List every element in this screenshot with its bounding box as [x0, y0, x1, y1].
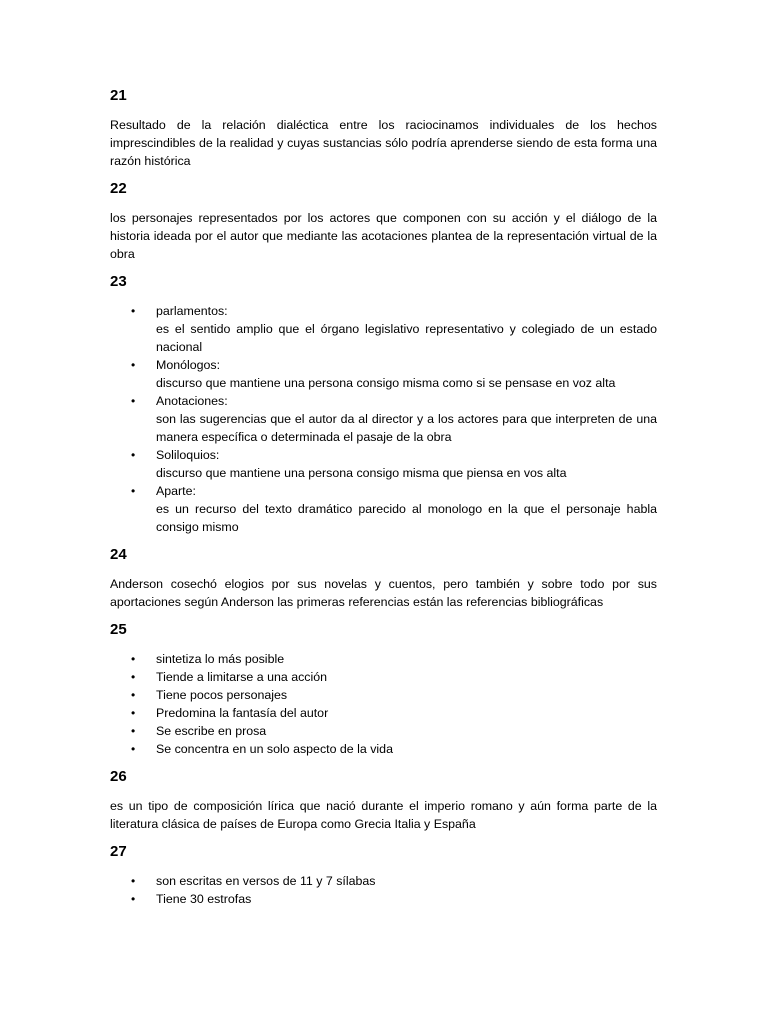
bullet-icon: • — [131, 688, 136, 702]
list-item-text: Se escribe en prosa — [156, 724, 267, 738]
list-item-term: Soliloquios: — [156, 448, 220, 462]
section-26 — [110, 767, 657, 833]
list-item-text: Tiene pocos personajes — [156, 688, 288, 702]
list-item — [110, 302, 657, 356]
section-paragraph: Resultado de la relación dialéctica entre los raciocinamos individuales de los hechos imprescindibles de la realidad y cuyas sustancias sólo podría aprenderse siendo de esta forma una razón histórica — [110, 118, 657, 168]
list-item-text: Tiene 30 estrofas — [156, 892, 252, 906]
bullet-icon: • — [131, 706, 136, 720]
bullet-icon: • — [131, 448, 136, 462]
list-item — [110, 392, 657, 446]
list-item — [110, 740, 657, 758]
bullet-icon: • — [131, 358, 136, 372]
list-item-text: Tiende a limitarse a una acción — [156, 670, 328, 684]
list-item — [110, 686, 657, 704]
section-paragraph: Anderson cosechó elogios por sus novelas y cuentos, pero también y sobre todo por sus aportaciones según Anderson las primeras referencias están las referencias bibliográficas — [110, 577, 657, 609]
bullet-icon: • — [131, 304, 136, 318]
bullet-icon: • — [131, 652, 136, 666]
bullet-icon: • — [131, 742, 136, 756]
list-item-term: Aparte: — [156, 484, 196, 498]
bullet-icon: • — [131, 874, 136, 888]
list-item-text: son escritas en versos de 11 y 7 sílabas — [156, 874, 376, 888]
list-item-definition: es el sentido amplio que el órgano legislativo representativo y colegiado de un estado nacional — [156, 322, 657, 354]
bullet-icon: • — [131, 484, 136, 498]
list-item — [110, 446, 657, 482]
section-number: 22 — [110, 180, 127, 197]
list-item — [110, 650, 657, 668]
bullet-list — [110, 872, 657, 908]
bullet-icon: • — [131, 670, 136, 684]
list-item — [110, 668, 657, 686]
section-21 — [110, 86, 657, 170]
section-number: 27 — [110, 843, 127, 860]
section-number: 21 — [110, 87, 127, 104]
section-paragraph: es un tipo de composición lírica que nació durante el imperio romano y aún forma parte de la literatura clásica de países de Europa como Grecia Italia y España — [110, 799, 657, 831]
section-number: 25 — [110, 621, 127, 638]
list-item — [110, 722, 657, 740]
bullet-list — [110, 650, 657, 758]
list-item — [110, 890, 657, 908]
bullet-icon: • — [131, 892, 136, 906]
section-number: 26 — [110, 768, 127, 785]
section-22 — [110, 179, 657, 263]
section-25 — [110, 620, 657, 758]
section-paragraph: los personajes representados por los actores que componen con su acción y el diálogo de la historia ideada por el autor que mediante las acotaciones plantea de la representación virtual de la obra — [110, 211, 657, 261]
list-item — [110, 482, 657, 536]
section-number: 23 — [110, 273, 127, 290]
list-item-definition: discurso que mantiene una persona consigo misma que piensa en vos alta — [156, 466, 567, 480]
list-item — [110, 704, 657, 722]
list-item-text: Se concentra en un solo aspecto de la vida — [156, 742, 393, 756]
list-item-term: Anotaciones: — [156, 394, 228, 408]
bullet-icon: • — [131, 394, 136, 408]
list-item-text: Predomina la fantasía del autor — [156, 706, 329, 720]
list-item — [110, 872, 657, 890]
bullet-icon: • — [131, 724, 136, 738]
list-item-definition: es un recurso del texto dramático parecido al monologo en la que el personaje habla consigo mismo — [156, 502, 657, 534]
definition-list — [110, 302, 657, 536]
section-27 — [110, 842, 657, 908]
list-item — [110, 356, 657, 392]
section-24 — [110, 545, 657, 611]
section-number: 24 — [110, 546, 127, 563]
section-23 — [110, 272, 657, 536]
list-item-definition: son las sugerencias que el autor da al director y a los actores para que interpreten de una manera específica o determinada el pasaje de la obra — [156, 412, 657, 444]
list-item-term: Monólogos: — [156, 358, 221, 372]
list-item-text: sintetiza lo más posible — [156, 652, 285, 666]
document-page — [110, 86, 657, 917]
list-item-term: parlamentos: — [156, 304, 228, 318]
list-item-definition: discurso que mantiene una persona consigo misma como si se pensase en voz alta — [156, 376, 616, 390]
